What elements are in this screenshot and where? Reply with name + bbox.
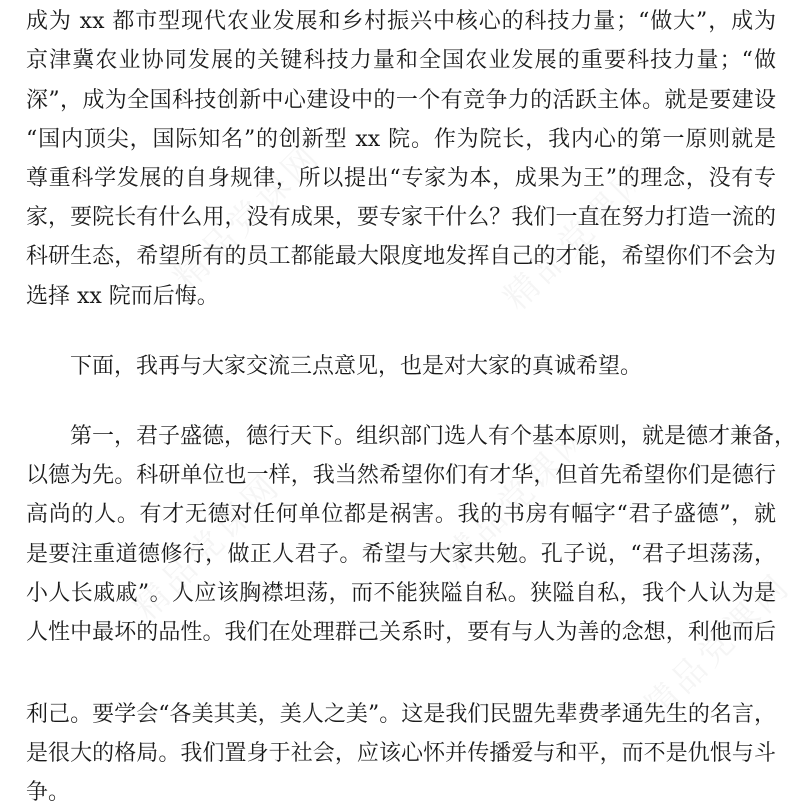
paragraph-line: 第一，君子盛德，德行天下。组织部门选人有个基本原则，就是德才兼备， — [70, 424, 797, 449]
paragraph-line: 深”，成为全国科技创新中心建设中的一个有竞争力的活跃主体。就是要建设 — [26, 88, 776, 113]
paragraph-line: 高尚的人。有才无德对任何单位都是祸害。我的书房有幅字“君子盛德”，就 — [26, 502, 776, 527]
paragraph-line: 以德为先。科研单位也一样，我当然希望你们有才华，但首先希望你们是德行 — [26, 463, 776, 488]
watermark: 精品党课网 — [636, 565, 799, 729]
watermark: 精品党课网 — [436, 415, 599, 579]
paragraph-line: 人性中最坏的品性。我们在处理群己关系时，要有与人为善的念想，利他而后 — [26, 620, 776, 645]
paragraph-line: 小人长戚戚”。人应该胸襟坦荡，而不能狭隘自私。狭隘自私，我个人认为是 — [26, 581, 776, 606]
watermark: 精品党课网 — [496, 155, 659, 319]
paragraph-line: 利己。要学会“各美其美，美人之美”。这是我们民盟先辈费孝通先生的名言， — [26, 702, 776, 727]
paragraph-line: 成为 xx 都市型现代农业发展和乡村振兴中核心的科技力量；“做大”，成为 — [26, 9, 776, 34]
paragraph-line: 家，要院长有什么用，没有成果，要专家干什么？我们一直在努力打造一流的 — [26, 205, 776, 230]
paragraph-line: 科研生态，希望所有的员工都能最大限度地发挥自己的才能，希望你们不会为 — [26, 244, 776, 269]
paragraph-line: 下面，我再与大家交流三点意见，也是对大家的真诚希望。 — [70, 354, 643, 379]
watermark: 精品党课网 — [126, 465, 289, 629]
paragraph-line: 是要注重道德修行，做正人君子。希望与大家共勉。孔子说，“君子坦荡荡， — [26, 542, 776, 567]
watermark: 精品党课网 — [166, 135, 329, 299]
paragraph-line: “国内顶尖，国际知名”的创新型 xx 院。作为院长，我内心的第一原则就是 — [26, 127, 776, 152]
paragraph-line: 是很大的格局。我们置身于社会，应该心怀并传播爱与和平，而不是仇恨与斗 — [26, 741, 776, 766]
paragraph-line: 争。 — [26, 780, 71, 805]
paragraph-line: 京津冀农业协同发展的关键科技力量和全国农业发展的重要科技力量；“做 — [26, 48, 776, 73]
paragraph-line: 选择 xx 院而后悔。 — [26, 284, 219, 309]
paragraph-line: 尊重科学发展的自身规律，所以提出“专家为本，成果为王”的理念，没有专 — [26, 166, 776, 191]
